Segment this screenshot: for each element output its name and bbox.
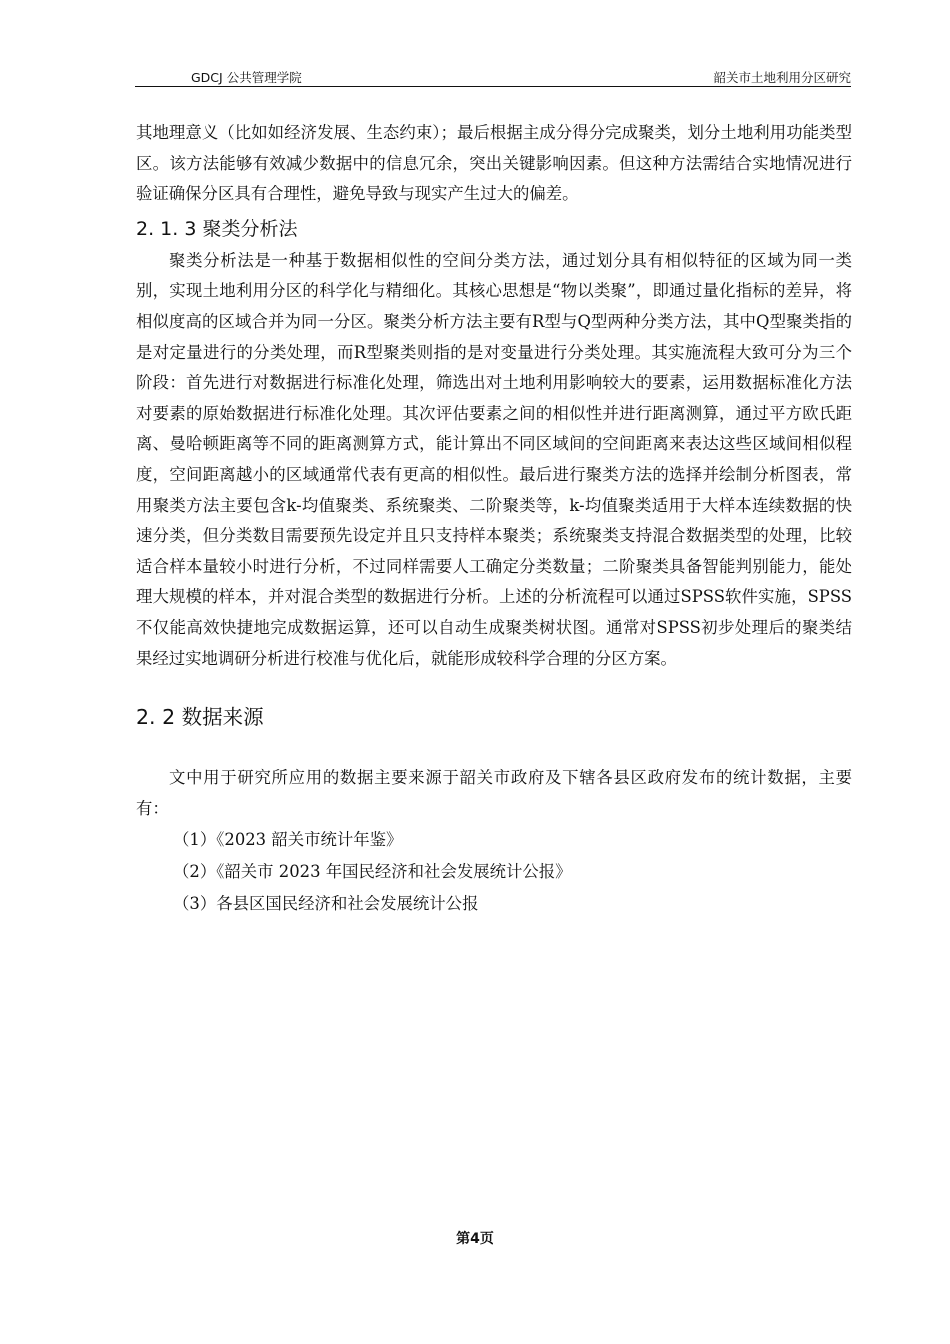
- section-heading: 2. 2 数据来源: [136, 705, 264, 730]
- list-item: （1）《2023 韶关市统计年鉴》: [173, 830, 403, 850]
- list-item: （3）各县区国民经济和社会发展统计公报: [173, 894, 479, 914]
- page-header: [135, 66, 851, 87]
- header-institution: GDCJ 公共管理学院: [191, 70, 302, 85]
- page-body: [136, 118, 852, 920]
- data-source-list: [136, 824, 852, 920]
- list-item: （2）《韶关市 2023 年国民经济和社会发展统计公报》: [173, 862, 572, 882]
- subsection-paragraph: 聚类分析法是一种基于数据相似性的空间分类方法，通过划分具有相似特征的区域为同一类别，实现土地利用分区的科学化与精细化。其核心思想是“物以类聚”，即通过量化指标的差异，将相似度高的区域合并为同一分区。聚类分析方法主要有R型与Q型两种分类方法，其中Q型聚类指的是对定量进行的分类处理，而R型聚类则指的是对变量进行分类处理。其实施流程大致可分为三个阶段：首先进行对数据进行标准化处理，筛选出对土地利用影响较大的要素，运用数据标准化方法对要素的原始数据进行标准化处理。其次评估要素之间的相似性并进行距离测算，通过平方欧氏距离、曼哈顿距离等不同的距离测算方式，能计算出不同区域间的空间距离来表达这些区域间相似程度，空间距离越小的区域通常代表有更高的相似性。最后进行聚类方法的选择并绘制分析图表，常用聚类方法主要包含k-均值聚类、系统聚类、二阶聚类等，k-均值聚类适用于大样本连续数据的快速分类，但分类数目需要预先设定并且只支持样本聚类；系统聚类支持混合数据类型的处理，比较适合样本量较小时进行分析，不过同样需要人工确定分类数量；二阶聚类具备智能判别能力，能处理大规模的样本，并对混合类型的数据进行分析。上述的分析流程可以通过SPSS软件实施，SPSS不仅能高效快捷地完成数据运算，还可以自动生成聚类树状图。通常对SPSS初步处理后的聚类结果经过实地调研分析进行校准与优化后，就能形成较科学合理的分区方案。: [136, 250, 852, 668]
- page-number: 第4页: [456, 1231, 494, 1247]
- intro-paragraph: 其地理意义（比如如经济发展、生态约束）；最后根据主成分得分完成聚类，划分土地利用功能类型区。该方法能够有效减少数据中的信息冗余，突出关键影响因素。但这种方法需结合实地情况进行验证确保分区具有合理性，避免导致与现实产生过大的偏差。: [136, 123, 852, 204]
- subsection-heading: 2. 1. 3 聚类分析法: [136, 217, 298, 240]
- header-title: 韶关市土地利用分区研究: [713, 70, 851, 85]
- section-paragraph: 文中用于研究所应用的数据主要来源于韶关市政府及下辖各县区政府发布的统计数据，主要有：: [136, 768, 852, 818]
